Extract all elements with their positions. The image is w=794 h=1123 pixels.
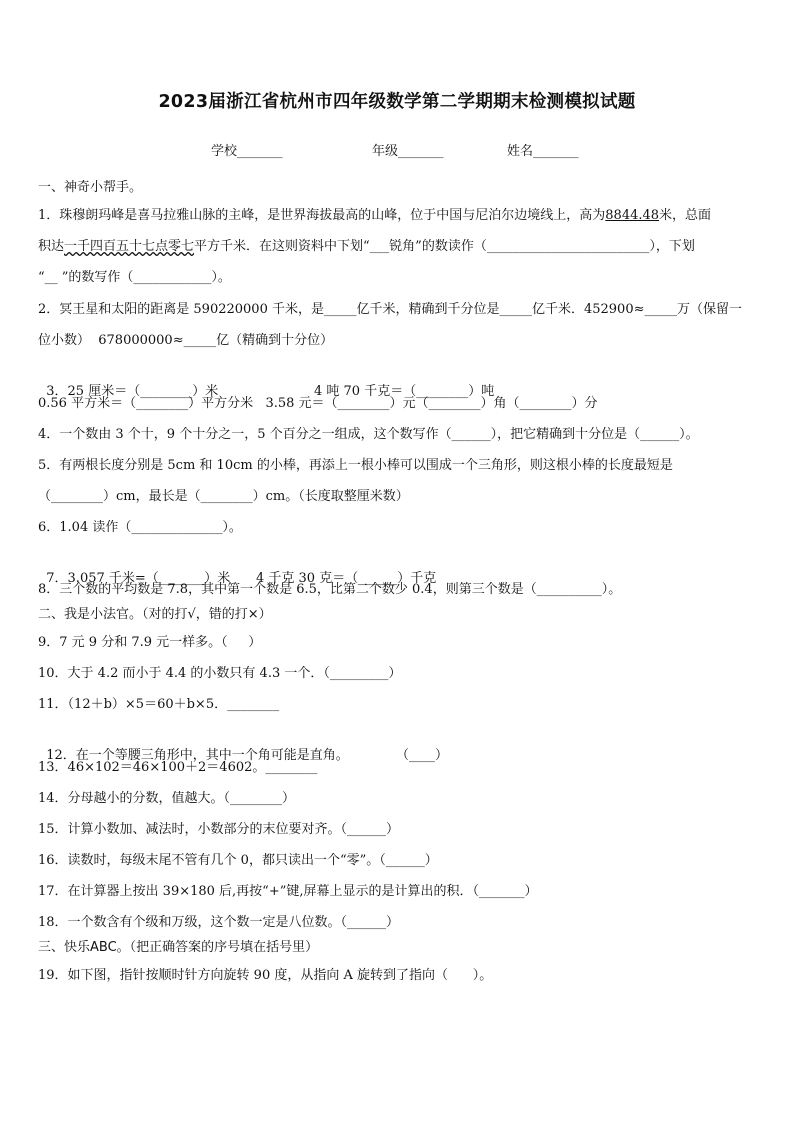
- question-3a: 3．25 厘米＝（________）米: [46, 384, 219, 399]
- question-3-line-2: 0.56 平方米＝（________）平方分米 3.58 元＝（________）元（________）角（________）分: [38, 396, 598, 411]
- question-13: 13．46×102＝46×100＋2＝4602。________: [38, 760, 318, 775]
- question-8: 8．三个数的平均数是 7.8，其中第一个数是 6.5，比第二个数少 0.4，则第三个数是（__________）。: [38, 582, 622, 597]
- section-2-heading: 二、我是小法官。（对的打√，错的打×）: [38, 607, 272, 622]
- question-1-line-3: “__ ”的数写作（____________）。: [38, 270, 231, 285]
- question-15: 15．计算小数加、减法时，小数部分的末位要对齐。（______）: [38, 822, 400, 837]
- question-11: 11．（12＋b）×5＝60＋b×5．________: [38, 697, 280, 712]
- question-2-line-2: 位小数） 678000000≈_____亿（精确到十分位）: [38, 333, 334, 348]
- question-2-line-1: 2．冥王星和太阳的距离是 590220000 千米，是_____亿千米，精确到千分位是_____亿千米．452900≈_____万（保留一: [38, 302, 742, 317]
- question-19: 19．如下图，指针按顺时针方向旋转 90 度，从指向 A 旋转到了指向（ ）。: [38, 968, 493, 983]
- question-14: 14．分母越小的分数，值越大。（________）: [38, 791, 296, 806]
- question-9: 9．7 元 9 分和 7.9 元一样多。（ ）: [38, 635, 262, 650]
- question-7b: 4 千克 30 克＝（______）千克: [256, 571, 437, 586]
- question-7a: 7．3.057 千米=（_______）米: [46, 571, 231, 586]
- question-12-blank: （____）: [396, 748, 449, 763]
- question-5-line-2: （________）cm，最长是（________）cm。（长度取整厘米数）: [38, 489, 409, 504]
- page-title: 2023届浙江省杭州市四年级数学第二学期期末检测模拟试题: [158, 92, 636, 112]
- question-17: 17．在计算器上按出 39×180 后,再按“+”键,屏幕上显示的是计算出的积．（_______）: [38, 884, 538, 899]
- question-18: 18．一个数含有个级和万级，这个数一定是八位数。（______）: [38, 915, 400, 930]
- question-1-line-1: 1．珠穆朗玛峰是喜马拉雅山脉的主峰，是世界海拔最高的山峰，位于中国与尼泊尔边境线上，高为8844.48米，总面: [38, 208, 712, 223]
- area-value: 一千四百五十七点零七: [64, 239, 195, 254]
- question-1-line-2: 积达一千四百五十七点零七平方千米．在这则资料中下划“___锐角”的数读作（_________________________），下划: [38, 239, 695, 254]
- section-1-heading: 一、神奇小帮手。: [38, 180, 143, 195]
- question-10: 10．大于 4.2 而小于 4.4 的小数只有 4.3 一个．（_________）: [38, 666, 402, 681]
- question-12: 12．在一个等腰三角形中，其中一个角可能是直角。 （____）: [38, 726, 768, 766]
- question-4: 4．一个数由 3 个十，9 个十分之一，5 个百分之一组成，这个数写作（______），把它精确到十分位是（______）。: [38, 427, 699, 442]
- school-field[interactable]: 学校_______: [211, 144, 283, 159]
- question-6: 6．1.04 读作（______________）。: [38, 520, 242, 535]
- section-3-heading: 三、快乐ABC。（把正确答案的序号填在括号里）: [38, 940, 319, 955]
- grade-field[interactable]: 年级_______: [372, 144, 444, 159]
- question-3b: 4 吨 70 千克＝（________）吨: [314, 384, 495, 399]
- question-5-line-1: 5．有两根长度分别是 5cm 和 10cm 的小棒，再添上一根小棒可以围成一个三角形，则这根小棒的长度最短是: [38, 458, 673, 473]
- name-field[interactable]: 姓名_______: [507, 144, 579, 159]
- height-value: 8844.48: [605, 208, 660, 223]
- student-info: [0, 140, 794, 160]
- question-16: 16．读数时，每级末尾不管有几个 0，都只读出一个“零”。（______）: [38, 853, 438, 868]
